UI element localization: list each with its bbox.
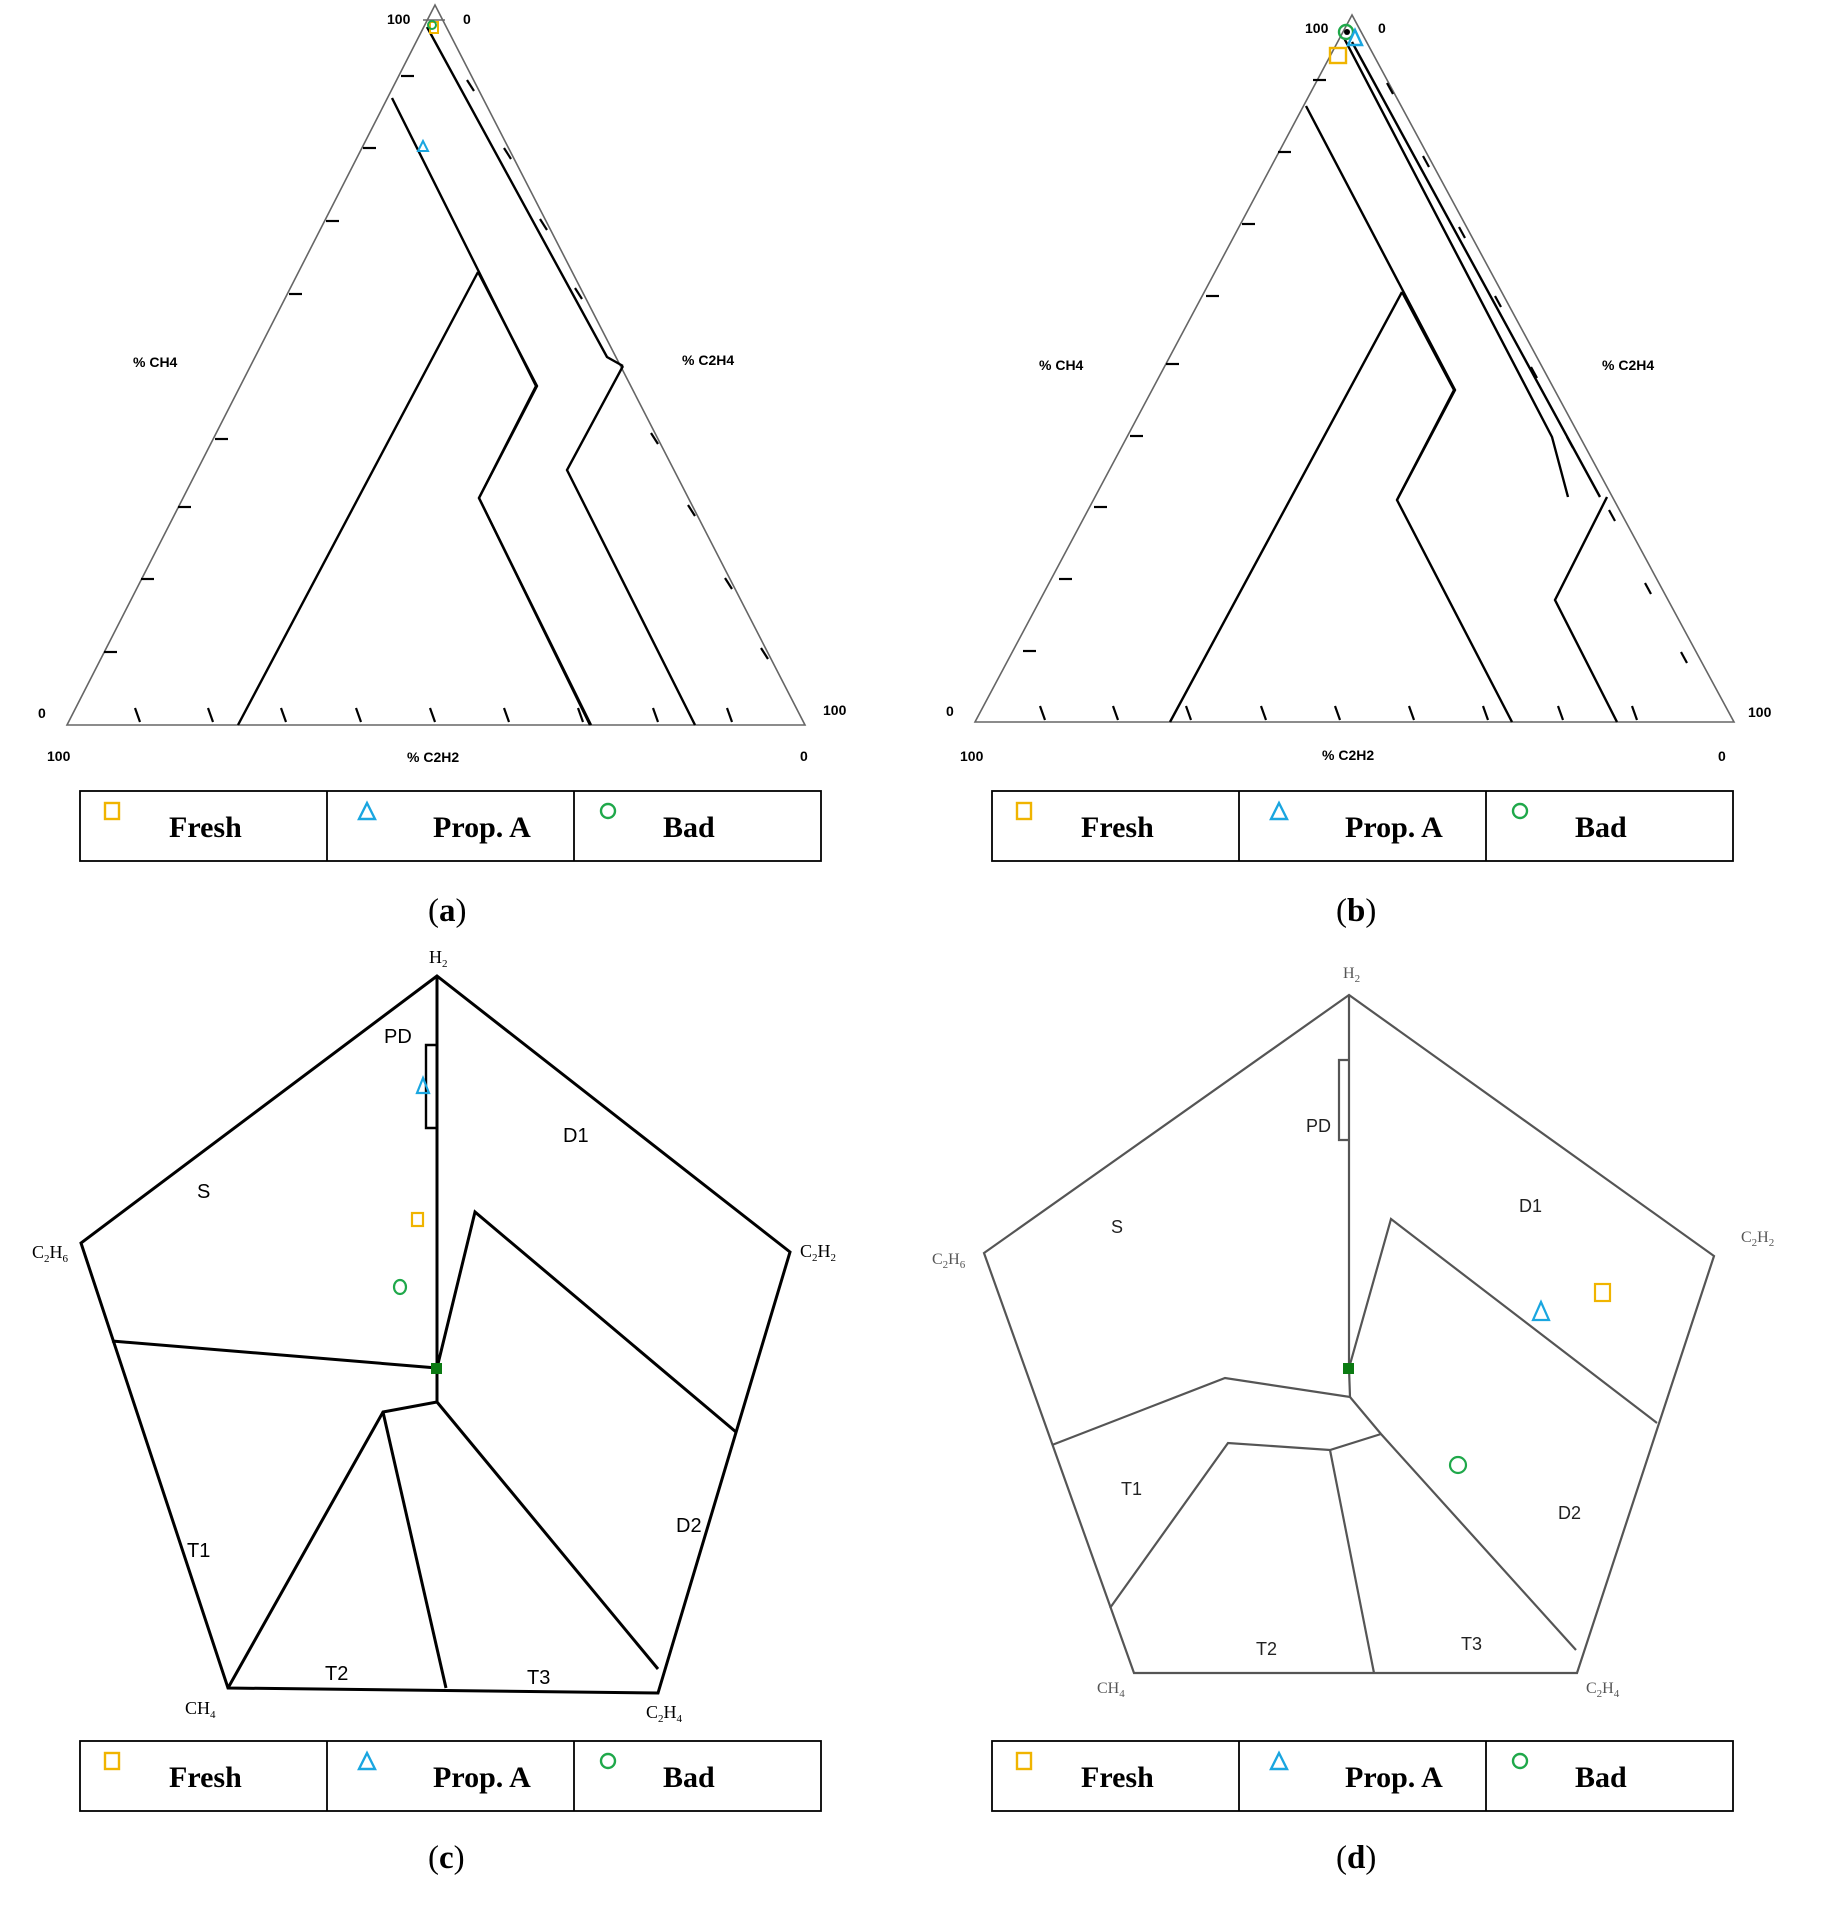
panel-c-duval-pentagon — [32, 947, 836, 1725]
legend-bad-marker — [601, 804, 615, 818]
panel-d-duval-pentagon — [932, 965, 1774, 1700]
pd-zone-boundary — [426, 1045, 437, 1128]
tick-marks — [1023, 80, 1687, 720]
legend-bad-label: Bad — [663, 811, 715, 844]
region-s-label: S — [1111, 1217, 1124, 1237]
caption-b: (b) — [1336, 893, 1377, 929]
apex-left-label: 100 — [387, 11, 411, 27]
region-pd-label: PD — [1306, 1116, 1332, 1136]
apex-right-label: 0 — [463, 11, 471, 27]
tick-marks — [104, 76, 768, 722]
region-d1-label: D1 — [1519, 1196, 1543, 1216]
region-d1-label: D1 — [563, 1125, 589, 1147]
c2h2-vertex-label: $C_2H_2$ — [1741, 1229, 1775, 1249]
ch4-axis-label: % CH4 — [133, 354, 178, 370]
c2h6-vertex-label: $C_2H_6$ — [932, 1251, 966, 1271]
centroid-marker — [1343, 1363, 1354, 1374]
region-t3-label: T3 — [1461, 1634, 1483, 1654]
zone-boundary — [1344, 38, 1568, 497]
prop-a-point — [418, 141, 428, 151]
h2-vertex-label: $H_2$ — [1343, 965, 1361, 985]
c2h4-axis-label: % C2H4 — [1602, 357, 1655, 373]
region-t1-label: T1 — [187, 1540, 211, 1562]
zone-boundary — [112, 1212, 736, 1432]
bottom-right-zero-label: 0 — [800, 748, 808, 764]
zone-boundary — [1350, 1397, 1576, 1650]
legend-panel-d — [992, 1741, 1733, 1811]
c2h6-vertex-label: $C_2H_6$ — [32, 1242, 69, 1265]
right-100-label: 100 — [1748, 704, 1772, 720]
legend-prop-a-label: Prop. A — [1345, 811, 1443, 844]
legend-fresh-label: Fresh — [1081, 1761, 1154, 1794]
centroid-marker — [431, 1363, 442, 1374]
zone-boundary — [437, 1402, 658, 1669]
h2-vertex-label: $H_2$ — [429, 947, 448, 970]
c2h2-axis-label: % C2H2 — [407, 749, 460, 765]
legend-panel-a — [80, 791, 821, 861]
fresh-point — [412, 1213, 423, 1226]
region-t2-label: T2 — [325, 1663, 349, 1685]
zone-boundary — [1110, 1434, 1381, 1608]
legend-prop-a-marker — [1271, 803, 1287, 819]
zone-boundary — [1397, 292, 1454, 500]
region-t1-label: T1 — [1121, 1479, 1143, 1499]
bottom-left-100-label: 100 — [960, 748, 984, 764]
bad-point — [1450, 1457, 1466, 1473]
legend-fresh-marker — [105, 803, 119, 819]
zone-boundary — [478, 272, 590, 725]
legend-prop-a-label: Prop. A — [433, 1761, 531, 1794]
legend-bad-marker — [1513, 1754, 1527, 1768]
legend-bad-marker — [1513, 804, 1527, 818]
legend-panel-c — [80, 1741, 821, 1811]
zone-boundary — [228, 1368, 437, 1688]
legend-panel-b — [992, 791, 1733, 861]
legend-bad-label: Bad — [1575, 1761, 1627, 1794]
apex-right-label: 0 — [1378, 20, 1386, 36]
left-zero-label: 0 — [946, 703, 954, 719]
caption-d: (d) — [1336, 1840, 1377, 1876]
region-d2-label: D2 — [676, 1515, 702, 1537]
legend-prop-a-marker — [1271, 1753, 1287, 1769]
legend-bad-label: Bad — [663, 1761, 715, 1794]
caption-c: (c) — [428, 1840, 465, 1876]
panel-a-duval-triangle — [38, 5, 847, 765]
zone-boundary — [1555, 497, 1617, 722]
prop-a-point — [1533, 1302, 1549, 1320]
legend-fresh-label: Fresh — [169, 811, 242, 844]
legend-fresh-label: Fresh — [169, 1761, 242, 1794]
legend-bad-label: Bad — [1575, 811, 1627, 844]
ch4-vertex-label: $CH_4$ — [185, 1698, 216, 1721]
c2h2-axis-label: % C2H2 — [1322, 747, 1375, 763]
bottom-left-100-label: 100 — [47, 748, 71, 764]
region-s-label: S — [197, 1181, 211, 1203]
left-zero-label: 0 — [38, 705, 46, 721]
zone-boundary — [1052, 1219, 1657, 1445]
c2h2-vertex-label: $C_2H_2$ — [800, 1241, 837, 1264]
right-100-label: 100 — [823, 702, 847, 718]
centroid-marker — [1344, 29, 1350, 35]
ch4-vertex-label: $CH_4$ — [1097, 1680, 1125, 1700]
panel-b-duval-triangle — [946, 15, 1772, 764]
pd-zone-boundary — [1339, 1060, 1349, 1140]
zone-boundary — [1330, 1450, 1374, 1673]
legend-fresh-marker — [1017, 803, 1031, 819]
legend-bad-marker — [601, 1754, 615, 1768]
c2h4-axis-label: % C2H4 — [682, 352, 735, 368]
zone-boundary — [1352, 42, 1600, 497]
legend-prop-a-label: Prop. A — [433, 811, 531, 844]
bottom-right-zero-label: 0 — [1718, 748, 1726, 764]
legend-prop-a-label: Prop. A — [1345, 1761, 1443, 1794]
c2h4-vertex-label: $C_2H_4$ — [646, 1702, 683, 1725]
fresh-point — [1595, 1284, 1610, 1301]
apex-left-label: 100 — [1305, 20, 1329, 36]
zone-boundary — [383, 1412, 446, 1688]
region-d2-label: D2 — [1558, 1503, 1582, 1523]
legend-fresh-marker — [1017, 1753, 1031, 1769]
caption-a: (a) — [428, 893, 467, 929]
bad-point — [394, 1280, 406, 1294]
legend-fresh-label: Fresh — [1081, 811, 1154, 844]
legend-prop-a-marker — [359, 1753, 375, 1769]
c2h4-vertex-label: $C_2H_4$ — [1586, 1680, 1620, 1700]
zone-boundary — [238, 272, 478, 725]
region-t2-label: T2 — [1256, 1639, 1278, 1659]
zone-boundary — [567, 366, 695, 725]
region-pd-label: PD — [384, 1026, 412, 1048]
zone-boundary — [392, 98, 591, 725]
legend-prop-a-marker — [359, 803, 375, 819]
region-t3-label: T3 — [527, 1667, 551, 1689]
zone-boundary — [1170, 292, 1402, 722]
legend-fresh-marker — [105, 1753, 119, 1769]
ch4-axis-label: % CH4 — [1039, 357, 1084, 373]
